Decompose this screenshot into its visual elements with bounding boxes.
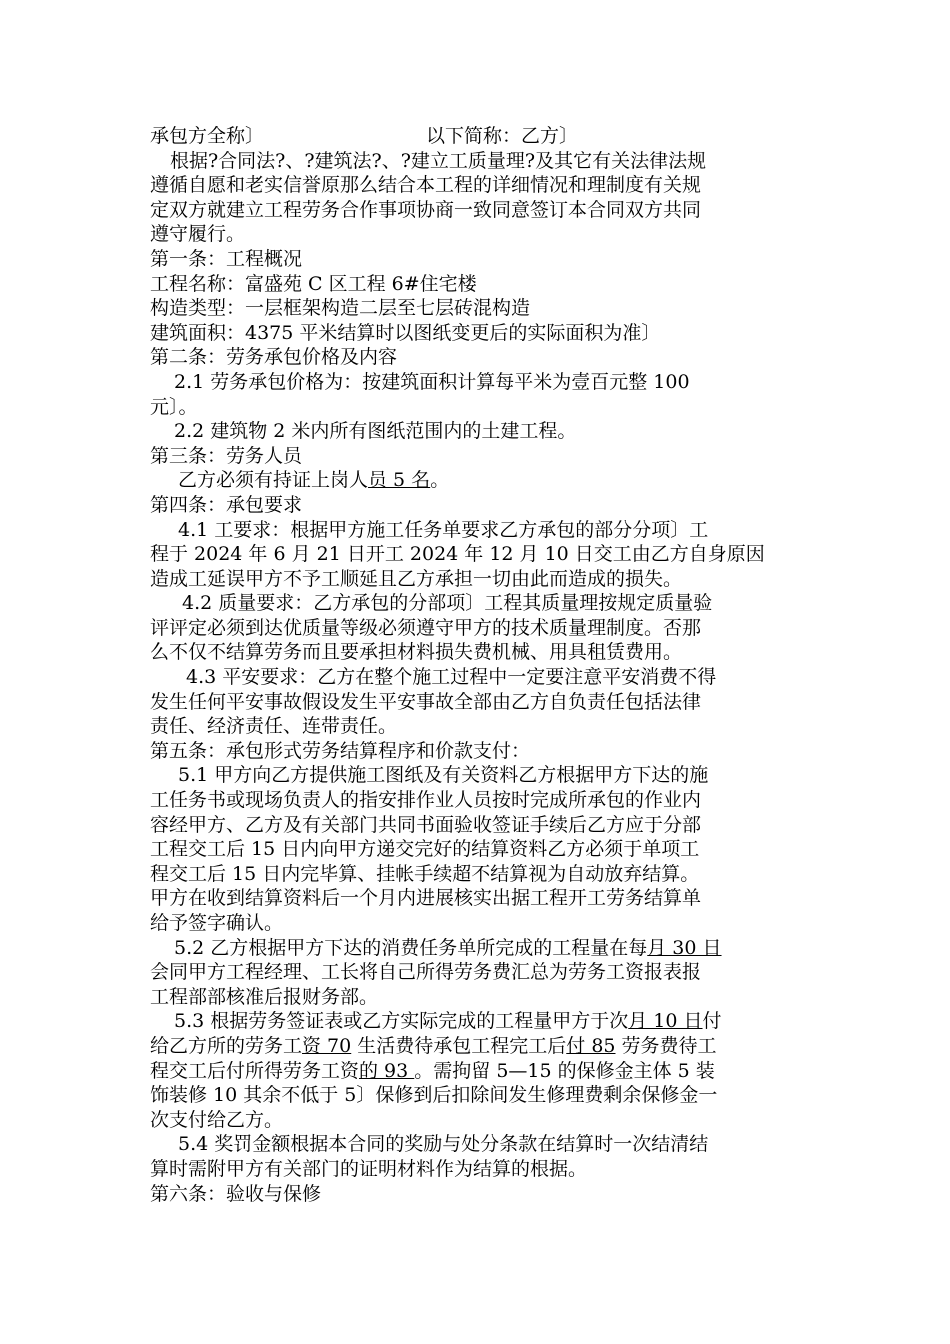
- project-name: 工程名称：富盛苑 C 区工程 6#住宅楼: [150, 272, 477, 295]
- percent-70: 资 70: [302, 1034, 352, 1057]
- clause-2-1: 元〕。: [150, 395, 198, 418]
- percent-85: 付 85: [566, 1034, 616, 1057]
- clause-5-1: 甲方在收到结算资料后一个月内进展核实出据工程开工劳务结算单: [150, 887, 702, 910]
- clause-5-3: 饰装修 10 其余不低于 5〕保修到后扣除间发生修理费剩余保修金一: [150, 1084, 718, 1107]
- clause-4-2: 评评定必须到达优质量等级必须遵守甲方的技术质量理制度。否那: [150, 616, 702, 639]
- clause-5-1: 工程交工后 15 日内向甲方递交完好的结算资料乙方必须于单项工: [150, 838, 700, 861]
- article-2-title: 第二条：劳务承包价格及内容: [150, 346, 398, 369]
- clause-5-4: 5.4 奖罚金额根据本合同的奖励与处分条款在结算时一次结清结: [178, 1133, 709, 1156]
- clause-4-3: 发生任何平安事故假设发生平安事故全部由乙方自负责任包括法律: [150, 690, 702, 713]
- article-6-title: 第六条：验收与保修: [150, 1182, 322, 1205]
- intro-line: 遵循自愿和老实信誉原那么结合本工程的详细情况和理制度有关规: [150, 174, 702, 197]
- contractor-line: [150, 124, 800, 149]
- article-1-title: 第一条：工程概况: [150, 247, 303, 270]
- clause-5-3: 5.3 根据劳务签证表或乙方实际完成的工程量甲方于次月 10 日付: [174, 1010, 722, 1033]
- clause-4-3: 4.3 平安要求：乙方在整个施工过程中一定要注意平安消费不得: [186, 666, 717, 689]
- clause-5-1: 程交工后 15 日内完毕算、挂帐手续超不结算视为自动放弃结算。: [150, 862, 700, 885]
- short-name: 以下简称：乙方〕: [426, 125, 579, 147]
- clause-2-2: 2.2 建筑物 2 米内所有图纸范围内的土建工程。: [174, 420, 577, 443]
- article-3-title: 第三条：劳务人员: [150, 444, 303, 467]
- building-area: 建筑面积：4375 平米结算时以图纸变更后的实际面积为准〕: [150, 321, 661, 344]
- staff-count: 员 5 名: [368, 469, 431, 492]
- clause-4-2: 么不仅不结算劳务而且要承担材料损失费机械、用具租赁费用。: [150, 641, 683, 664]
- clause-4-2: 4.2 质量要求：乙方承包的分部项〕工程其质量理按规定质量验: [182, 592, 713, 615]
- intro-line: 根据?合同法?、?建筑法?、?建立工质量理?及其它有关法律法规: [170, 149, 707, 172]
- clause-5-1: 5.1 甲方向乙方提供施工图纸及有关资料乙方根据甲方下达的施: [178, 764, 709, 787]
- clause-4-1: 4.1 工要求：根据甲方施工任务单要求乙方承包的部分分项〕工: [178, 518, 709, 541]
- clause-5-3: 给乙方所的劳务工资 70 生活费待承包工程完工后付 85 劳务费待工: [150, 1034, 717, 1057]
- clause-4-1: 程于 2024 年 6 月 21 日开工 2024 年 12 月 10 日交工由乙方自身原因: [150, 543, 765, 566]
- article-4-title: 第四条：承包要求: [150, 493, 303, 516]
- staff-requirement: 乙方必须有持证上岗人员 5 名。: [178, 469, 450, 492]
- clause-5-4: 算时需附甲方有关部门的证明材料作为结算的根据。: [150, 1157, 588, 1180]
- clause-4-1: 造成工延误甲方不予工顺延且乙方承担一切由此而造成的损失。: [150, 567, 683, 590]
- contract-document: [150, 124, 800, 1206]
- article-5-title: 第五条：承包形式劳务结算程序和价款支付：: [150, 739, 531, 762]
- clause-2-1: 2.1 劳务承包价格为：按建筑面积计算每平米为壹百元整 100: [174, 370, 690, 393]
- intro-line: 定双方就建立工程劳务合作事项协商一致同意签订本合同双方共同: [150, 198, 702, 221]
- structure-type: 构造类型：一层框架构造二层至七层砖混构造: [150, 297, 531, 320]
- clause-5-2: 工程部部核准后报财务部。: [150, 985, 379, 1008]
- clause-5-3: 程交工后付所得劳务工资的 93 。需拘留 5—15 的保修金主体 5 装: [150, 1059, 715, 1082]
- clause-5-1: 工任务书或现场负责人的指安排作业人员按时完成所承包的作业内: [150, 789, 702, 812]
- clause-5-2: 会同甲方工程经理、工长将自己所得劳务费汇总为劳务工资报表报: [150, 961, 702, 984]
- clause-5-1: 给予签字确认。: [150, 912, 284, 934]
- percent-93: 的 93: [359, 1059, 415, 1082]
- clause-5-1: 容经甲方、乙方及有关部门共同书面验收签证手续后乙方应于分部: [150, 813, 702, 836]
- clause-4-3: 责任、经济责任、连带责任。: [150, 715, 398, 738]
- contractor-label: 承包方全称〕: [150, 125, 265, 147]
- clause-5-2: 5.2 乙方根据甲方下达的消费任务单所完成的工程量在每月 30 日: [174, 936, 722, 959]
- clause-5-3: 次支付给乙方。: [150, 1108, 284, 1131]
- payment-date: 月 10 日: [628, 1010, 703, 1033]
- intro-line: 遵守履行。: [150, 223, 246, 246]
- monthly-date: 月 30 日: [647, 936, 722, 959]
